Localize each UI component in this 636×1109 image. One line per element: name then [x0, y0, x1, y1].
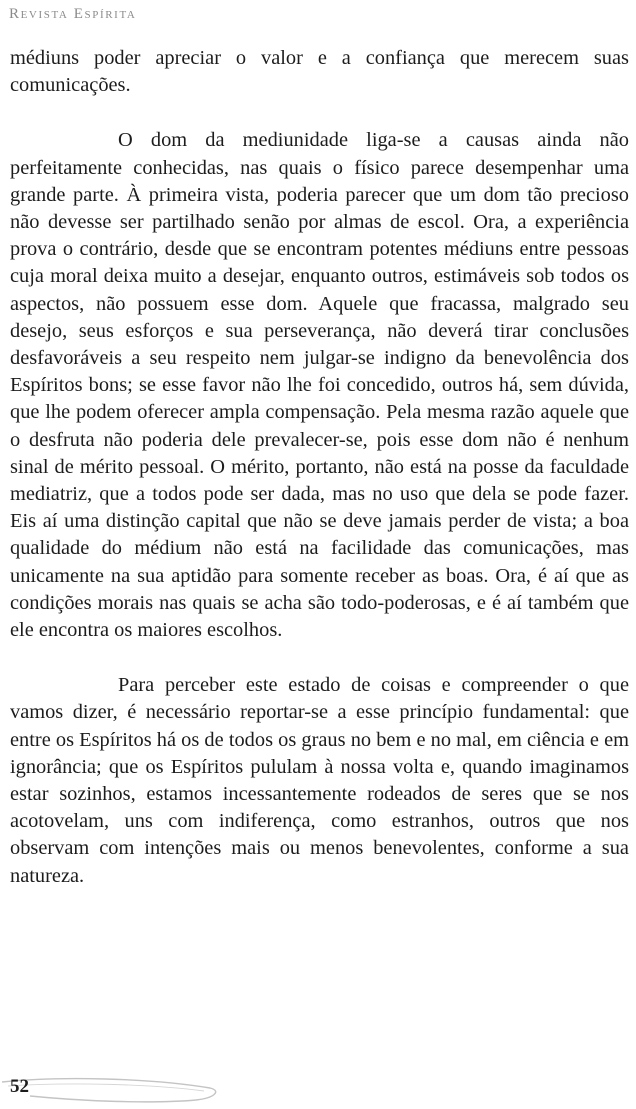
paragraph-continuation: médiuns poder apreciar o valor e a confiança que merecem suas comunicações. [10, 47, 629, 97]
page-number-swoosh-decoration [0, 1070, 230, 1104]
page-number: 52 [10, 1076, 29, 1097]
paragraph-mediumship-gift: O dom da mediunidade liga-se a causas ainda não perfeitamente conhecidas, nas quais o físico parece desempenhar uma grande parte. À primeira vista, poderia parecer que um dom tão precioso não devesse ser partilhado senão por almas de escol. Ora, a experiência prova o contrário, desde que se encontram potentes médiuns entre pessoas cuja moral deixa muito a desejar, enquanto outros, estimáveis sob todos os aspectos, não possuem esse dom. Aquele que fracassa, malgrado seu desejo, seus esforços e sua perseverança, não deverá tirar conclusões desfavoráveis a seu respeito nem julgar-se indigno da benevolência dos Espíritos bons; se esse favor não lhe foi concedido, outros há, sem dúvida, que lhe podem oferecer ampla compensação. Pela mesma razão aquele que o desfruta não poderia dele prevalecer-se, pois esse dom não é nenhum sinal de mérito pessoal. O mérito, portanto, não está na posse da faculdade mediatriz, que a todos pode ser dada, mas no uso que dela se pode fazer. Eis aí uma distinção capital que não se deve jamais perder de vista; a boa qualidade do médium não está na facilidade das comunicações, mas unicamente na sua aptidão para somente receber as boas. Ora, é aí que as condições morais nas quais se acha são todo-poderosas, e é aí também que ele encontra os maiores escolhos. [10, 129, 629, 642]
page-body [10, 45, 629, 890]
paragraph-spirits-principle: Para perceber este estado de coisas e compreender o que vamos dizer, é necessário reportar-se a esse princípio fundamental: que entre os Espíritos há os de todos os graus no bem e no mal, em ciência e em ignorância; que os Espíritos pululam à nossa volta e, quando imaginamos estar sozinhos, estamos incessantemente rodeados de seres que se nos acotovelam, uns com indiferença, como estranhos, outros que nos observam com intenções mais ou menos benevolentes, conforme a sua natureza. [10, 674, 629, 887]
running-header: Revista Espírita [9, 6, 137, 22]
